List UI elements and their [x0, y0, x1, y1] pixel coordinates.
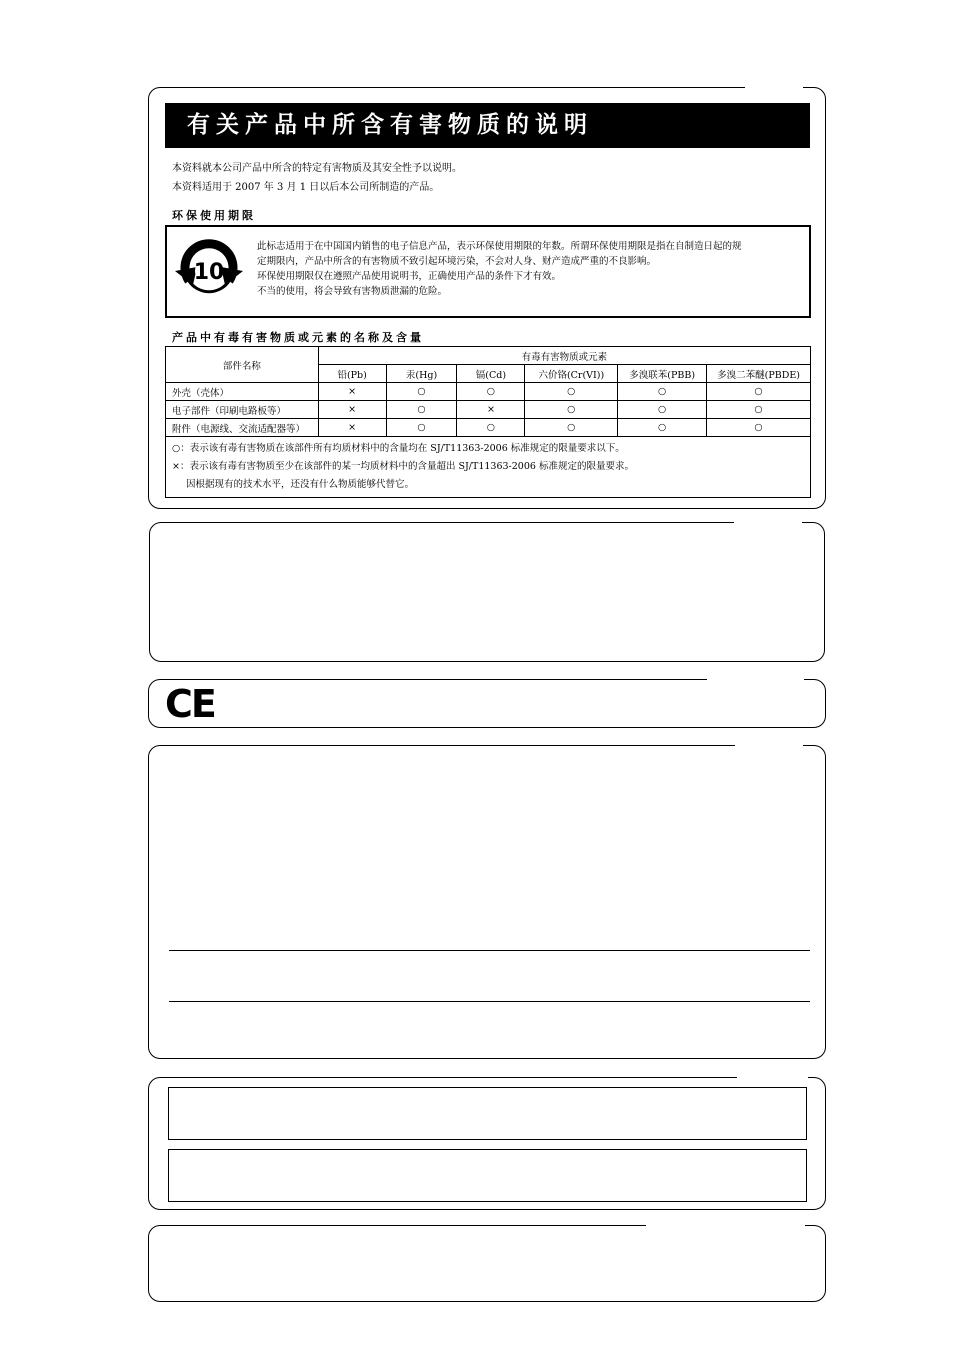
cell: ○ [525, 419, 618, 437]
cell: ○ [707, 401, 811, 419]
substance-table [165, 346, 811, 498]
blank-panel-1 [149, 522, 825, 662]
cell: ○ [525, 401, 618, 419]
panel-gap [735, 742, 803, 748]
eco-line: 不当的使用，将会导致有害物质泄漏的危险。 [257, 286, 448, 297]
panel-gap [737, 1074, 808, 1080]
row-part: 电子部件（印刷电路板等） [166, 401, 319, 419]
row-part: 附件（电源线、交流适配器等） [166, 419, 319, 437]
divider-line [169, 1001, 810, 1002]
note-line: ×：表示该有毒有害物质至少在该部件的某一均质材料中的含量超出 SJ/T11363-2006 标准规定的限量要求。 [172, 461, 634, 472]
ce-panel [148, 679, 826, 728]
cell: ○ [386, 383, 457, 401]
cell: ○ [707, 419, 811, 437]
table-row [166, 419, 811, 437]
panel-gap [707, 676, 804, 682]
panel-gap [745, 84, 803, 90]
cell: ○ [386, 401, 457, 419]
cell: × [457, 401, 525, 419]
header-group: 有毒有害物质或元素 [318, 347, 810, 365]
row-part: 外壳（壳体） [166, 383, 319, 401]
table-row [166, 383, 811, 401]
inner-box-2 [168, 1149, 807, 1202]
svg-text:10: 10 [193, 260, 225, 285]
divider-line [169, 950, 810, 951]
cell: ○ [618, 419, 707, 437]
table-notes [166, 437, 811, 498]
header-cd: 镉(Cd) [457, 365, 525, 383]
header-pb: 铅(Pb) [318, 365, 386, 383]
cell: ○ [457, 383, 525, 401]
cell: × [318, 401, 386, 419]
intro-line-1: 本资料就本公司产品中所含的特定有害物质及其安全性予以说明。 [172, 163, 462, 174]
header-part: 部件名称 [166, 347, 319, 383]
substance-heading: 产品中有毒有害物质或元素的名称及含量 [172, 331, 424, 344]
note-line: ○：表示该有毒有害物质在该部件所有均质材料中的含量均在 SJ/T11363-2006 标准规定的限量要求以下。 [172, 443, 625, 454]
cell: ○ [457, 419, 525, 437]
header-pbde: 多溴二苯醚(PBDE) [707, 365, 811, 383]
eco-line: 定期限内，产品中所含的有害物质不致引起环境污染，不会对人身、财产造成严重的不良影响。 [257, 256, 657, 267]
cell: ○ [525, 383, 618, 401]
cell: ○ [618, 401, 707, 419]
header-hg: 汞(Hg) [386, 365, 457, 383]
eco-description [257, 239, 742, 299]
eco-period-icon [171, 235, 247, 307]
cell: × [318, 383, 386, 401]
ce-mark-icon: CE [165, 682, 215, 726]
eco-heading: 环保使用期限 [172, 209, 256, 222]
cell: ○ [386, 419, 457, 437]
header-cr6: 六价铬(Cr(VI)) [525, 365, 618, 383]
header-pbb: 多溴联苯(PBB) [618, 365, 707, 383]
eco-line: 此标志适用于在中国国内销售的电子信息产品，表示环保使用期限的年数。所谓环保使用期限是指在自制造日起的规 [257, 241, 742, 252]
cell: × [318, 419, 386, 437]
inner-box-1 [168, 1087, 807, 1140]
cell: ○ [618, 383, 707, 401]
eco-period-box [165, 225, 811, 318]
eco-line: 环保使用期限仅在遵照产品使用说明书，正确使用产品的条件下才有效。 [257, 271, 562, 282]
table-row [166, 401, 811, 419]
note-line: 因根据现有的技术水平，还没有什么物质能够代替它。 [186, 479, 415, 490]
intro-line-2: 本资料适用于 2007 年 3 月 1 日以后本公司所制造的产品。 [172, 182, 440, 193]
cell: ○ [707, 383, 811, 401]
panel-gap [646, 1222, 805, 1228]
page-title: 有关产品中所含有害物质的说明 [165, 103, 810, 148]
blank-panel-2 [148, 745, 826, 1059]
panel-gap [734, 519, 802, 525]
blank-panel-4 [148, 1225, 826, 1302]
